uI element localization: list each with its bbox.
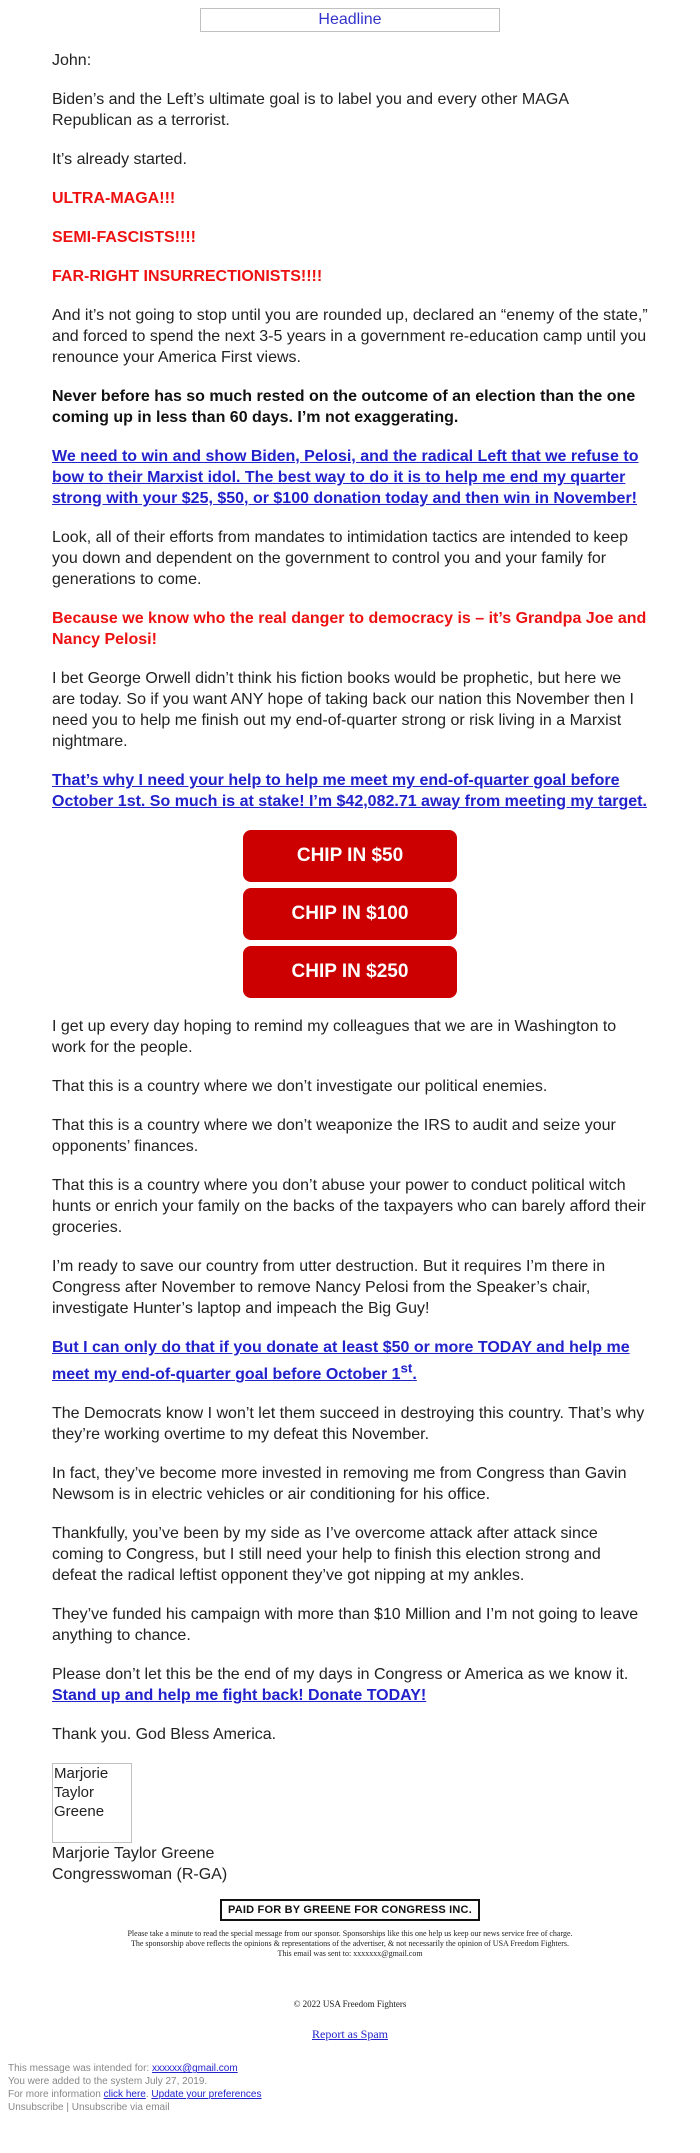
closing: Thank you. God Bless America. (52, 1726, 277, 1744)
paragraph: I’m ready to save our country from utter destruction. But it requires I’m there in Congress after November to remove Nancy Pelosi from the Speaker’s chair, investigate Hunter’s laptop and impeach the Big Guy! (52, 1258, 606, 1317)
red-callout: Because we know who the real danger to democracy is – it’s Grandpa Joe and Nancy Pelosi! (52, 610, 647, 648)
info-prefix: For more information (8, 2089, 104, 2101)
signature-image: Marjorie Taylor Greene (52, 1763, 132, 1843)
chip-in-100-button[interactable]: CHIP IN $100 (243, 888, 457, 940)
donate-buttons (52, 830, 648, 998)
intended-prefix: This message was intended for: (8, 2063, 152, 2075)
paragraph: Look, all of their efforts from mandates to intimidation tactics are intended to keep you down and dependent on the government to control you and your family for generations to come. (52, 529, 629, 588)
paragraph (52, 1664, 648, 1706)
info-line (8, 2088, 700, 2101)
report-spam (0, 2027, 700, 2042)
headline-image: Headline (200, 8, 500, 32)
paragraph: They’ve funded his campaign with more than $10 Million and I’m not going to leave anything to chance. (52, 1606, 639, 1645)
paragraph: That this is a country where we don’t weaponize the IRS to audit and seize your opponents’ finances. (52, 1117, 616, 1155)
donate-link[interactable]: That’s why I need your help to help me meet my end-of-quarter goal before October 1st. So much is at stake! I’m $42,082.71 away from meeting my target. (52, 772, 647, 810)
legal-line: This email was sent to: xxxxxxx@gmail.com (277, 1949, 423, 1959)
paid-for-disclaimer: PAID FOR BY GREENE FOR CONGRESS INC. (220, 1899, 480, 1921)
link-text: But I can only do that if you donate at least $50 or more TODAY and help me meet my end-of-quarter goal before October 1 (52, 1339, 630, 1384)
chip-in-250-button[interactable]: CHIP IN $250 (243, 946, 457, 998)
unsubscribe-line[interactable]: Unsubscribe | Unsubscribe via email (8, 2102, 170, 2114)
legal-line: The sponsorship above reflects the opinions & representations of the advertiser, & not necessarily the opinion of USA Freedom Fighters. (130, 1939, 570, 1949)
paragraph: It’s already started. (52, 151, 187, 168)
red-callout: FAR-RIGHT INSURRECTIONISTS!!!! (52, 268, 323, 285)
donate-today-link[interactable]: Stand up and help me fight back! Donate TODAY! (52, 1687, 427, 1705)
paragraph: That this is a country where you don’t abuse your power to conduct political witch hunts or enrich your family on the backs of the taxpayers who can barely afford their groceries. (52, 1177, 646, 1236)
greeting: John: (52, 52, 92, 69)
info-sep: . (145, 2089, 152, 2101)
link-paragraph (52, 446, 648, 509)
legal-notice (0, 1929, 700, 1959)
paragraph: Thankfully, you’ve been by my side as I’ve overcome attack after attack since coming to Congress, but I still need your help to finish this election strong and defeat the radical leftist opponent they’ve got nipping at my ankles. (52, 1525, 601, 1585)
click-here-link[interactable]: click here (103, 2089, 146, 2101)
signature-name: Marjorie Taylor Greene (52, 1845, 215, 1863)
paragraph: In fact, they’ve become more invested in removing me from Congress than Gavin Newsom is in electric vehicles or air conditioning for his office. (52, 1465, 627, 1504)
paragraph: Biden’s and the Left’s ultimate goal is to label you and every other MAGA Republican as a terrorist. (52, 91, 569, 129)
link-paragraph (52, 770, 648, 812)
signature-title: Congresswoman (R-GA) (52, 1866, 228, 1884)
paragraph: And it’s not going to stop until you are rounded up, declared an “enemy of the state,” and forced to spend the next 3-5 years in a government re-education camp until you renounce your America First views. (52, 307, 648, 366)
intended-line (8, 2062, 700, 2075)
paragraph: The Democrats know I won’t let them succeed in destroying this country. That’s why they’re working overtime to my defeat this November. (52, 1405, 645, 1444)
bold-paragraph: Never before has so much rested on the outcome of an election than the one coming up in less than 60 days. I’m not exaggerating. (52, 388, 636, 426)
link-period: . (412, 1366, 417, 1384)
email-body (0, 50, 700, 1885)
email-footer (0, 2062, 700, 2114)
link-paragraph (52, 1337, 648, 1385)
paragraph: I bet George Orwell didn’t think his fiction books would be prophetic, but here we are today. So if you want ANY hope of taking back our nation this November then I need you to help me finish out my end-of-quarter strong or risk living in a Marxist nightmare. (52, 670, 634, 750)
legal-line: Please take a minute to read the special message from our sponsor. Sponsorships like this one help us keep our news service free of charge. (127, 1929, 573, 1939)
chip-in-50-button[interactable]: CHIP IN $50 (243, 830, 457, 882)
added-line: You were added to the system July 27, 2019. (8, 2076, 208, 2088)
update-preferences-link[interactable]: Update your preferences (151, 2089, 262, 2101)
report-spam-link[interactable]: Report as Spam (312, 2027, 388, 2042)
paragraph-text: Please don’t let this be the end of my days in Congress or America as we know it. (52, 1666, 629, 1684)
copyright: © 2022 USA Freedom Fighters (293, 1999, 407, 2010)
link-superscript: st (400, 1361, 413, 1376)
red-callout: ULTRA-MAGA!!! (52, 190, 176, 207)
donate-link[interactable] (52, 1339, 630, 1383)
intended-email-link[interactable]: xxxxxx@gmail.com (151, 2063, 238, 2075)
email-container (0, 8, 700, 2114)
donate-link[interactable]: We need to win and show Biden, Pelosi, and the radical Left that we refuse to bow to their Marxist idol. The best way to do it is to help me end my quarter strong with your $25, $50, or $100 donation today and then win in November! (52, 448, 639, 507)
paragraph: That this is a country where we don’t investigate our political enemies. (52, 1078, 548, 1095)
red-callout: SEMI-FASCISTS!!!! (52, 229, 196, 246)
paragraph: I get up every day hoping to remind my colleagues that we are in Washington to work for the people. (52, 1018, 617, 1056)
